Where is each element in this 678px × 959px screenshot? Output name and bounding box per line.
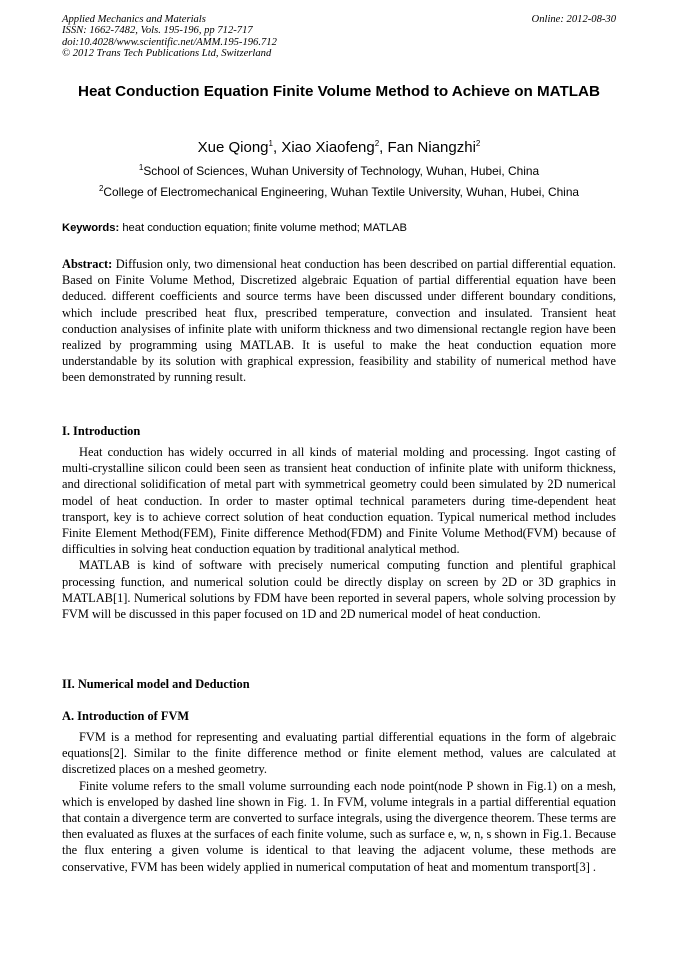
subsection-heading-fvm: A. Introduction of FVM	[62, 709, 190, 723]
paper-title: Heat Conduction Equation Finite Volume Method to Achieve on MATLAB	[78, 83, 600, 100]
affiliation-mark: 1	[138, 163, 144, 173]
doi-line: doi:10.4028/www.scientific.net/AMM.195-196.712	[62, 36, 277, 48]
paragraph: MATLAB is kind of software with precisely numerical computing function and plentiful graphical processing function, and numerical solution could be directly display on screen by 2D or 3D graphics in MATLAB[1]. Numerical solutions by FDM have been reported in several papers, whole solving procession by FVM will be discussed in this paper focused on 1D and 2D numerical model of heat conduction.	[62, 558, 616, 622]
author-affiliation-mark: 2	[475, 139, 481, 148]
affiliation-2	[40, 184, 638, 200]
issn-line: ISSN: 1662-7482, Vols. 195-196, pp 712-717	[62, 25, 253, 37]
abstract-text: Diffusion only, two dimensional heat conduction has been described on partial differential equation. Based on Finite Volume Method, Discretized algebraic Equation of partial differential equation have been deduced. different coefficients and source terms have been discussed under different boundary conditions, which include prescribed heat flux, prescribed temperature, convection and insulated. Transient heat conduction analysises of infinite plate with uniform thickness and two dimensional rectangle region have been realized by programming using MATLAB. It is useful to make the heat conduction equation more understandable by its solution with graphical expression, feasibility and stability of numerical method have been demonstrated by running result.	[62, 257, 616, 385]
paragraph: FVM is a method for representing and evaluating partial differential equations in the form of algebraic equations[2]. Similar to the finite difference method or finite element method, values are calculated at discretized places on a meshed geometry.	[62, 730, 616, 777]
section-heading-introduction: I. Introduction	[62, 424, 141, 438]
affiliation-text: College of Electromechanical Engineering, Wuhan Textile University, Wuhan, Hubei, China	[103, 185, 580, 199]
abstract	[62, 256, 616, 386]
abstract-label: Abstract:	[62, 257, 113, 271]
journal-name: Applied Mechanics and Materials	[62, 14, 206, 25]
introduction-body	[62, 444, 616, 622]
online-date: Online: 2012-08-30	[531, 14, 616, 25]
keywords-label: Keywords:	[62, 222, 120, 234]
author-affiliation-mark: 2	[374, 139, 380, 148]
author-name: Xiao Xiaofeng	[281, 139, 375, 156]
paragraph: Finite volume refers to the small volume surrounding each node point(node P shown in Fig.1) on a mesh, which is enveloped by dashed line shown in Fig. 1. In FVM, volume integrals in a partial differential equation that contain a divergence term are converted to surface integrals, using the divergence theorem. These terms are then evaluated as fluxes at the surfaces of each finite volume, such as surface e, w, n, s shown in Fig.1. Because the flux entering a given volume is identical to that leaving the adjacent volume, these methods are conservative, FVM has been widely applied in numerical computation of heat and momentum transport[3] .	[62, 778, 616, 874]
keywords	[62, 220, 622, 236]
journal-header	[62, 14, 616, 60]
author-affiliation-mark: 1	[268, 139, 273, 148]
keywords-text: heat conduction equation; finite volume method; MATLAB	[122, 222, 407, 234]
section-heading-numerical-model: II. Numerical model and Deduction	[62, 677, 250, 691]
author-name: Fan Niangzhi	[387, 139, 476, 156]
affiliation-text: School of Sciences, Wuhan University of Technology, Wuhan, Hubei, China	[143, 164, 540, 178]
affiliation-1	[40, 163, 638, 179]
fvm-body	[62, 729, 616, 875]
paragraph: Heat conduction has widely occurred in all kinds of material molding and processing. Ingot casting of multi-crystalline silicon could been seen as transient heat conduction of infinite plate with uniform thickness, and directional solidification of metal part with symmetrical geometry could been simulated by 2D numerical model of heat conduction. In order to master optimal technical parameters during time-dependent heat transport, key is to achieve correct solution of heat conduction equation. Typical numerical method includes Finite Element Method(FEM), Finite difference Method(FDM) and Finite Volume Method(FVM) because of difficulties in solving heat conduction equation by traditional analytical method.	[62, 445, 616, 557]
copyright-line: © 2012 Trans Tech Publications Ltd, Switzerland	[62, 48, 272, 60]
affiliation-mark: 2	[98, 184, 104, 194]
author-list: Xue Qiong$^1$, Xiao Xiaofeng$^2$, Fan Niangzhi$^2$	[197, 139, 481, 156]
author-name: Xue Qiong	[197, 139, 269, 156]
